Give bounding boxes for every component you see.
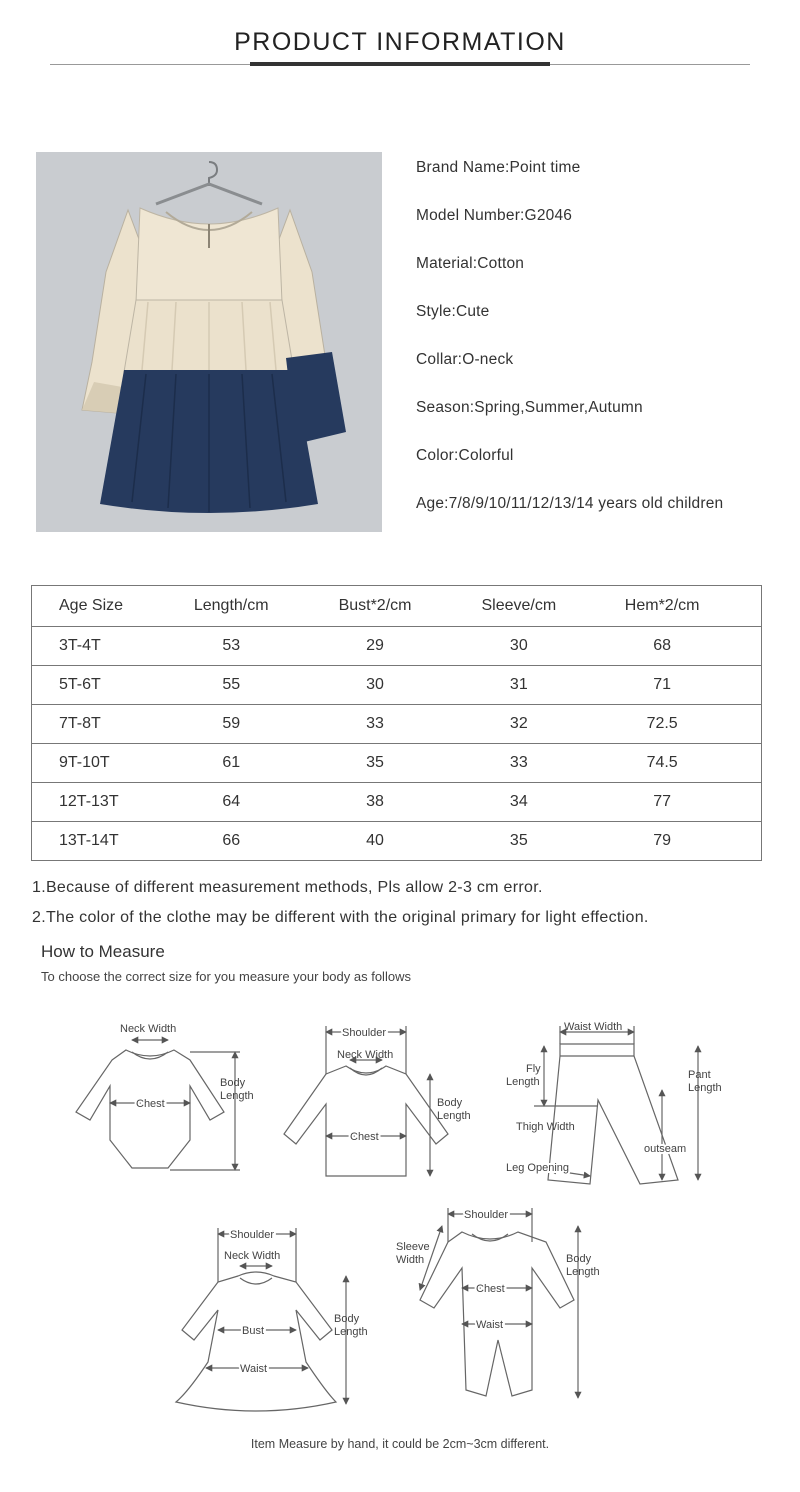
table-cell: 61	[171, 744, 291, 783]
label-neck-width: Neck Width	[337, 1049, 394, 1061]
table-cell: 7T-8T	[32, 705, 172, 744]
table-header-spacer	[746, 586, 762, 627]
table-cell: 31	[459, 666, 579, 705]
table-row	[32, 666, 762, 705]
label-waist-width: Waist Width	[564, 1021, 623, 1033]
table-cell: 64	[171, 783, 291, 822]
table-header-cell: Hem*2/cm	[579, 586, 746, 627]
table-cell: 30	[291, 666, 459, 705]
table-header-cell: Length/cm	[171, 586, 291, 627]
measure-footnote: Item Measure by hand, it could be 2cm~3cm different.	[250, 1437, 550, 1451]
dress-illustration	[36, 152, 382, 532]
label-sleeve: Sleeve	[396, 1241, 430, 1253]
how-to-measure-subtitle: To choose the correct size for you measure your body as follows	[41, 969, 411, 984]
table-cell: 32	[459, 705, 579, 744]
table-row	[32, 744, 762, 783]
title-accent-bar	[250, 62, 550, 66]
how-to-measure-title: How to Measure	[41, 942, 165, 961]
label-waist: Waist	[476, 1319, 504, 1331]
table-spacer	[746, 627, 762, 666]
table-header-cell: Age Size	[32, 586, 172, 627]
table-cell: 66	[171, 822, 291, 861]
label-width: Width	[396, 1254, 425, 1266]
table-cell: 71	[579, 666, 746, 705]
measurement-diagram	[0, 1000, 800, 1430]
spec-age: Age:7/8/9/10/11/12/13/14 years old children	[416, 495, 724, 512]
table-spacer	[746, 744, 762, 783]
garment-diagrams	[0, 1000, 800, 1430]
note-color-difference: 2.The color of the clothe may be different with the original primary for light effection.	[32, 909, 649, 926]
table-spacer	[746, 783, 762, 822]
table-header-cell: Bust*2/cm	[291, 586, 459, 627]
label-length: Length	[688, 1082, 722, 1094]
spec-list	[416, 158, 796, 542]
label-chest: Chest	[136, 1098, 165, 1110]
table-row	[32, 627, 762, 666]
label-body: Body	[566, 1253, 592, 1265]
size-table	[31, 585, 762, 861]
table-cell: 72.5	[579, 705, 746, 744]
spec-brand: Brand Name:Point time	[416, 159, 581, 176]
table-cell: 9T-10T	[32, 744, 172, 783]
label-chest: Chest	[350, 1131, 379, 1143]
label-length: Length	[566, 1266, 600, 1278]
label-length: Length	[220, 1090, 254, 1102]
table-cell: 79	[579, 822, 746, 861]
table-cell: 35	[291, 744, 459, 783]
table-cell: 40	[291, 822, 459, 861]
table-cell: 74.5	[579, 744, 746, 783]
product-photo	[36, 152, 382, 532]
label-body: Body	[334, 1313, 360, 1325]
table-header-row	[32, 586, 762, 627]
table-spacer	[746, 705, 762, 744]
label-leg-opening: Leg Opening	[506, 1162, 569, 1174]
table-cell: 35	[459, 822, 579, 861]
label-fly: Fly	[526, 1063, 541, 1075]
table-cell: 77	[579, 783, 746, 822]
table-cell: 59	[171, 705, 291, 744]
jumpsuit-diagram	[420, 1208, 578, 1398]
label-bust: Bust	[242, 1325, 265, 1337]
label-pant: Pant	[688, 1069, 711, 1081]
note-measurement-error: 1.Because of different measurement methods, Pls allow 2-3 cm error.	[32, 879, 543, 896]
page-title: PRODUCT INFORMATION	[234, 28, 566, 56]
spec-season: Season:Spring,Summer,Autumn	[416, 399, 643, 416]
table-row	[32, 783, 762, 822]
label-shoulder: Shoulder	[464, 1209, 509, 1221]
table-cell: 12T-13T	[32, 783, 172, 822]
label-neck-width: Neck Width	[224, 1250, 281, 1262]
table-header-cell: Sleeve/cm	[459, 586, 579, 627]
label-body: Body	[437, 1097, 463, 1109]
table-cell: 33	[291, 705, 459, 744]
label-length: Length	[437, 1110, 471, 1122]
label-chest: Chest	[476, 1283, 505, 1295]
table-cell: 13T-14T	[32, 822, 172, 861]
table-cell: 30	[459, 627, 579, 666]
table-cell: 3T-4T	[32, 627, 172, 666]
label-neck-width: Neck Width	[120, 1023, 177, 1035]
table-cell: 29	[291, 627, 459, 666]
table-cell: 55	[171, 666, 291, 705]
label-shoulder: Shoulder	[342, 1027, 387, 1039]
label-length: Length	[334, 1326, 368, 1338]
table-row	[32, 822, 762, 861]
table-cell: 33	[459, 744, 579, 783]
label-waist: Waist	[240, 1363, 268, 1375]
table-cell: 68	[579, 627, 746, 666]
label-thigh-width: Thigh Width	[516, 1121, 575, 1133]
spec-model-number: Model Number:G2046	[416, 207, 573, 224]
table-spacer	[746, 822, 762, 861]
pants-diagram	[534, 1026, 698, 1184]
label-body: Body	[220, 1077, 246, 1089]
spec-style: Style:Cute	[416, 303, 490, 320]
label-outseam: outseam	[644, 1143, 687, 1155]
table-spacer	[746, 666, 762, 705]
table-row	[32, 705, 762, 744]
spec-material: Material:Cotton	[416, 255, 525, 272]
spec-collar: Collar:O-neck	[416, 351, 514, 368]
table-cell: 5T-6T	[32, 666, 172, 705]
table-cell: 38	[291, 783, 459, 822]
table-cell: 53	[171, 627, 291, 666]
spec-color: Color:Colorful	[416, 447, 514, 464]
label-length: Length	[506, 1076, 540, 1088]
label-shoulder: Shoulder	[230, 1229, 275, 1241]
table-cell: 34	[459, 783, 579, 822]
